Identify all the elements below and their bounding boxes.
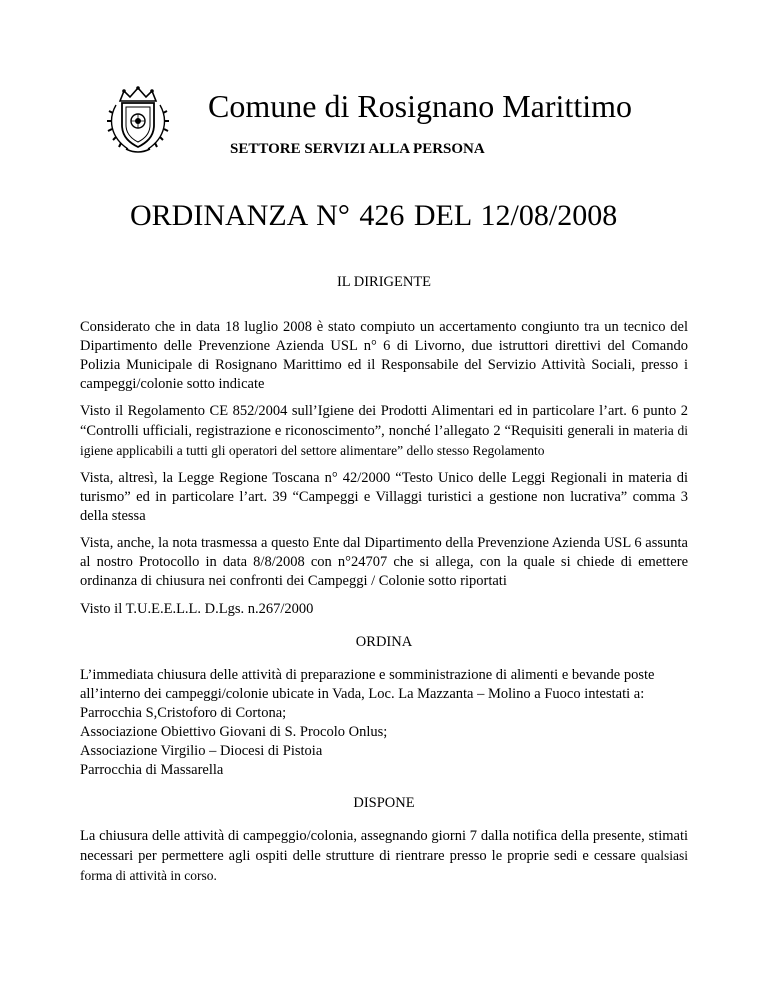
paragraph-legge-regionale: Vista, altresì, la Legge Regione Toscana n° 42/2000 “Testo Unico delle Leggi Regionali in materia di turismo” ed in particolare l’art. 39 “Campeggi e Villaggi turistici a gestione non lucrativa” comma 3 della stessa	[80, 470, 688, 524]
paragraph-regolamento-part1: Visto il Regolamento CE 852/2004 sull’Igiene dei Prodotti Alimentari ed in particolare l’art. 6 punto 2 “Controlli ufficiali, registrazione e riconoscimento”, nonché l’allegato 2 “Requisiti generali in	[80, 403, 688, 439]
paragraph-tuel: Visto il T.U.E.E.L.L. D.Lgs. n.267/2000	[80, 601, 314, 617]
dispone-heading: DISPONE	[353, 795, 415, 811]
paragraph-considerato: Considerato che in data 18 luglio 2008 è stato compiuto un accertamento congiunto tra un tecnico del Dipartimento delle Prevenzione Azienda USL n° 6 di Livorno, due istruttori direttivi del Comando Polizia Municipale di Rosignano Marittimo ed il Responsabile del Servizio Attività Sociali, presso i campeggi/colonie sotto indicate	[80, 319, 688, 392]
municipality-title: Comune di Rosignano Marittimo	[208, 88, 632, 124]
authority-heading: IL DIRIGENTE	[336, 274, 432, 290]
paragraph-regolamento-part2: materia di igiene applicabili a tutti gli operatori del settore alimentare” dello stesso Regolamento	[80, 423, 689, 458]
ordinance-title: ORDINANZA N° 426 DEL 12/08/2008	[130, 199, 618, 232]
entity-list	[80, 704, 688, 780]
ordina-heading: ORDINA	[355, 634, 413, 650]
sector-name: SETTORE SERVIZI ALLA PERSONA	[230, 141, 485, 157]
paragraph-dispone	[80, 827, 688, 886]
paragraph-ordina: L’immediata chiusura delle attività di preparazione e somministrazione di alimenti e bevande poste all’interno dei campeggi/colonie ubicate in Vada, Loc. La Mazzanta – Molino a Fuoco intestati a:	[80, 667, 655, 702]
list-item: Parrocchia S,Cristoforo di Cortona;	[80, 705, 287, 721]
list-item: Parrocchia di Massarella	[80, 762, 224, 778]
paragraph-nota-usl: Vista, anche, la nota trasmessa a questo Ente dal Dipartimento della Prevenzione Azienda USL 6 assunta al nostro Protocollo in data 8/8/2008 con n°24707 che si allega, con la quale si chiede di emettere ordinanza di chiusura nei confronti dei Campeggi / Colonie sotto riportati	[80, 535, 688, 589]
paragraph-dispone-text: La chiusura delle attività di campeggio/colonia, assegnando giorni 7 dalla notifica della presente, stimati necessari per permettere agli ospiti delle strutture di rientrare presso le proprie sedi e cessare	[80, 828, 688, 864]
municipal-crest-icon	[106, 85, 170, 155]
paragraph-regolamento	[80, 402, 688, 461]
list-item: Associazione Virgilio – Diocesi di Pistoia	[80, 743, 323, 759]
list-item: Associazione Obiettivo Giovani di S. Procolo Onlus;	[80, 724, 388, 740]
paragraph-dispone-last: qualsiasi forma di attività in corso.	[80, 848, 688, 883]
